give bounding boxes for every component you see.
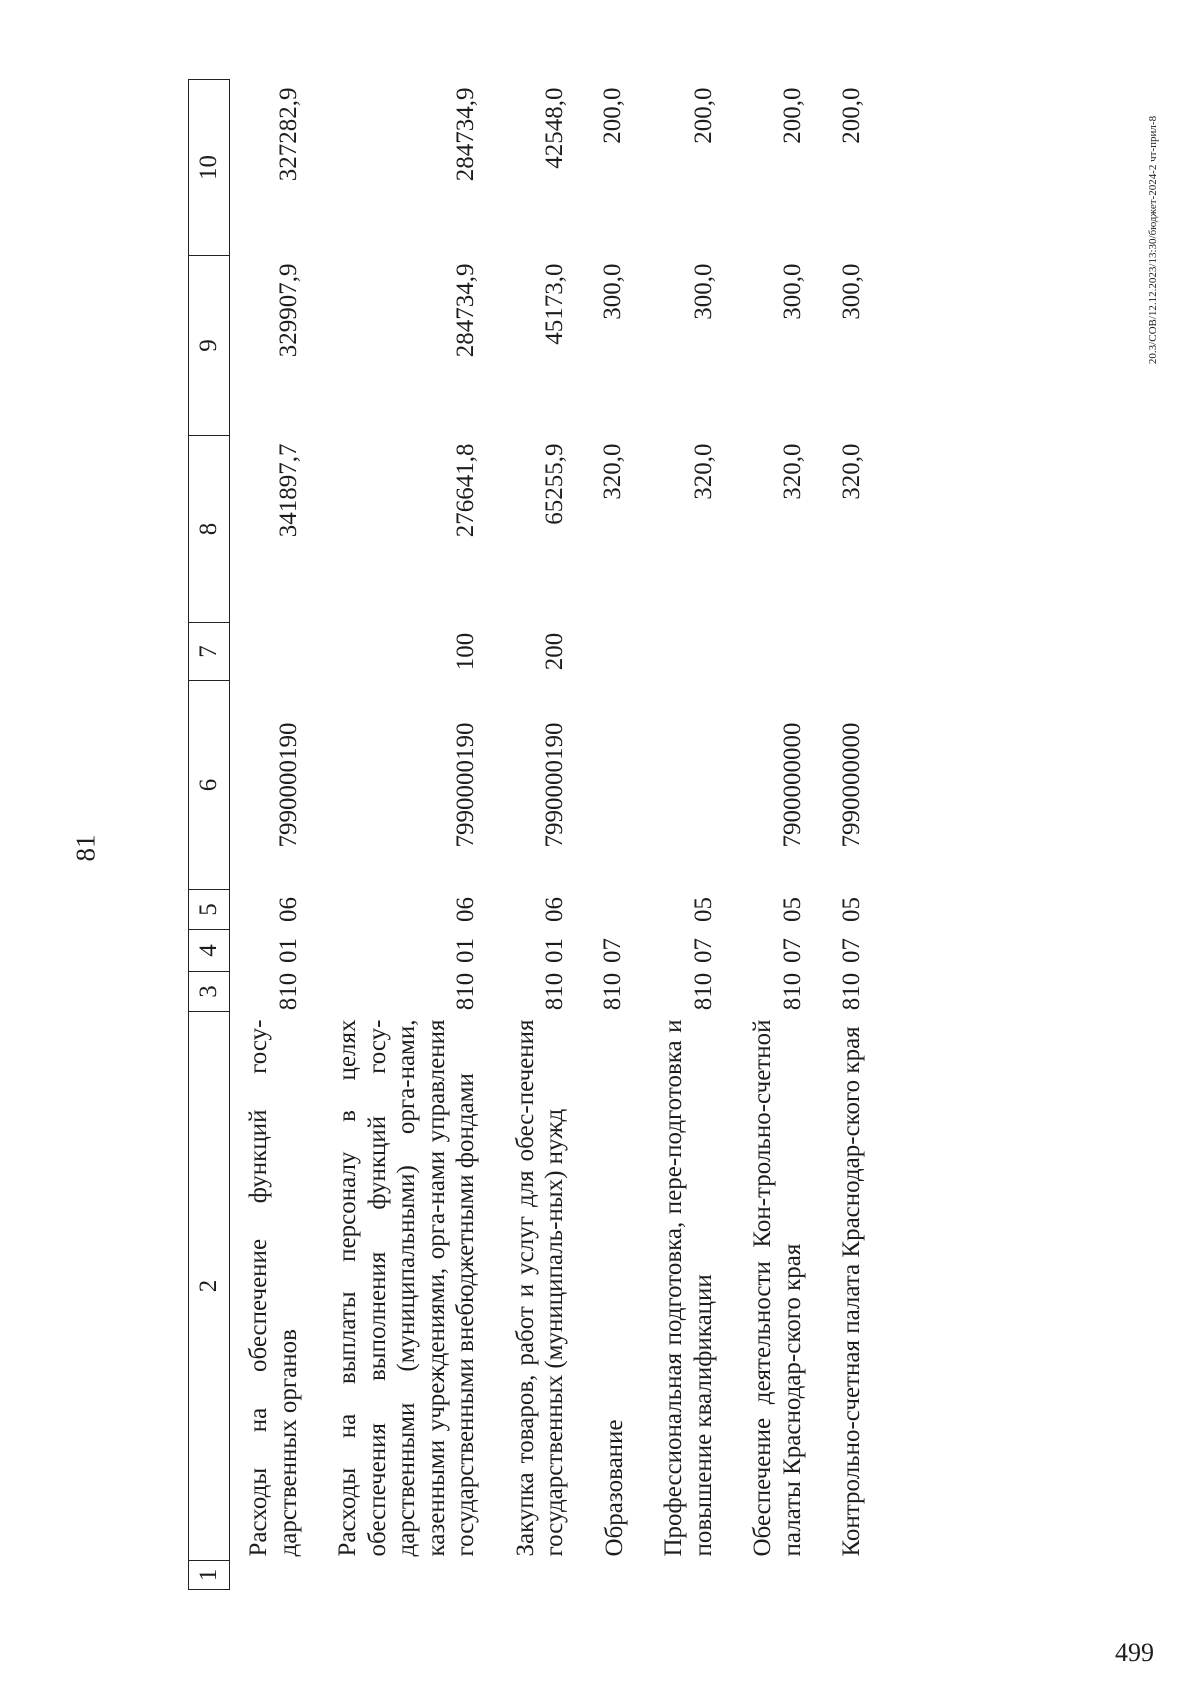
cell-amount-col10: 200,0 [598, 87, 626, 144]
header-cell: 9 [189, 256, 230, 436]
row-name: Расходы на выплаты персоналу в целях обеспечения выполнения функций госу-дарственными (муниципальными) орга-нами, казенными учреждениями, орга-нами управления государственными внебюджетными фондами [334, 1019, 479, 1557]
cell-expense-type [572, 623, 630, 681]
header-cell: 7 [189, 623, 230, 681]
cell-amount-col9: 300,0 [778, 263, 806, 320]
cell-section: 07 [598, 938, 626, 963]
cell-expense-type [629, 623, 720, 681]
cell-expense-type [230, 623, 306, 681]
cell-section: 01 [541, 938, 568, 963]
table-row [572, 80, 630, 1590]
cell-ministry: 810 [274, 972, 302, 1011]
cell-amount-col9: 300,0 [689, 263, 717, 320]
cell-target-article: 7990000000 [838, 722, 865, 848]
cell-target-article [572, 681, 630, 890]
cell-amount-col8: 320,0 [689, 443, 717, 500]
cell-ministry: 810 [689, 972, 717, 1011]
cell-section: 01 [452, 938, 479, 963]
table-row [305, 80, 483, 1590]
header-cell: 6 [189, 681, 230, 890]
cell-subsection: 06 [452, 897, 479, 922]
cell-ministry: 810 [778, 972, 806, 1011]
cell-amount-col9: 45173,0 [541, 263, 568, 345]
cell-subsection: 06 [541, 897, 568, 922]
header-cell: 4 [189, 930, 230, 972]
row-name: Обеспечение деятельности Кон-трольно-счетной палаты Краснодар-ского края [749, 1019, 806, 1557]
page-number-top: 81 [70, 834, 101, 862]
cell-amount-col8: 65255,9 [541, 443, 568, 525]
cell-amount-col9: 284734,9 [452, 263, 479, 358]
row-name: Профессиональная подготовка, пере-подготовка и повышение квалификации [660, 1019, 717, 1557]
cell-amount-col8: 320,0 [778, 443, 806, 500]
cell-ministry: 810 [598, 972, 626, 1011]
cell-ministry: 810 [541, 972, 568, 1011]
page-number-bottom: 499 [1115, 1638, 1154, 1667]
cell-amount-col9: 329907,9 [274, 263, 302, 358]
document-footer-stamp: 20.3/СОВ/12.12.2023/13:30/бюджет-2024-2 чт-прил-8 [1147, 115, 1159, 365]
cell-amount-col10: 200,0 [838, 87, 865, 144]
cell-subsection [572, 890, 630, 930]
cell-amount-col8: 276641,8 [452, 443, 479, 538]
table-header-row [189, 80, 230, 1590]
header-cell: 3 [189, 972, 230, 1012]
rotated-table-sheet [188, 80, 1068, 1590]
cell-section: 01 [274, 938, 302, 963]
cell-expense-type [809, 623, 869, 681]
cell-expense-type: 100 [452, 632, 479, 671]
cell-amount-col9: 300,0 [838, 263, 865, 320]
header-cell: 8 [189, 436, 230, 623]
cell-section: 07 [778, 938, 806, 963]
cell-amount-col10: 200,0 [689, 87, 717, 144]
row-name: Образование [600, 1419, 628, 1557]
cell-amount-col10: 42548,0 [541, 87, 568, 169]
cell-amount-col10: 284734,9 [452, 87, 479, 182]
table-row [230, 80, 306, 1590]
table-row [483, 80, 572, 1590]
cell-amount-col10: 200,0 [778, 87, 806, 144]
cell-section: 07 [838, 938, 865, 963]
cell-amount-col8: 320,0 [598, 443, 626, 500]
cell-section: 07 [689, 938, 717, 963]
cell-ministry: 810 [452, 972, 479, 1011]
cell-expense-type [720, 623, 809, 681]
budget-table [188, 79, 869, 1590]
table-row [629, 80, 720, 1590]
cell-subsection: 05 [778, 897, 806, 922]
row-name: Расходы на обеспечение функций госу-дарственных органов [245, 1019, 302, 1557]
cell-target-article: 7990000190 [541, 722, 568, 848]
cell-target-article [629, 681, 720, 890]
cell-amount-col9: 300,0 [598, 263, 626, 320]
header-cell: 2 [189, 1012, 230, 1561]
cell-amount-col10: 327282,9 [274, 87, 302, 182]
row-name: Контрольно-счетная палата Краснодар-ского края [838, 1026, 865, 1557]
cell-target-article: 7990000190 [452, 722, 479, 848]
table-row [809, 80, 869, 1590]
cell-amount-col8: 341897,7 [274, 443, 302, 538]
header-cell: 10 [189, 80, 230, 256]
cell-amount-col8: 320,0 [838, 443, 865, 500]
cell-target-article: 7990000190 [274, 722, 302, 848]
header-cell: 5 [189, 890, 230, 930]
cell-expense-type: 200 [541, 632, 568, 671]
cell-subsection: 05 [689, 897, 717, 922]
cell-subsection: 06 [274, 897, 302, 922]
cell-subsection: 05 [838, 897, 865, 922]
cell-target-article: 7900000000 [778, 722, 806, 848]
row-name: Закупка товаров, работ и услуг для обес-печения государственных (муниципаль-ных) нужд [511, 1019, 568, 1557]
header-cell: 1 [189, 1561, 230, 1590]
cell-ministry: 810 [838, 972, 865, 1011]
table-row [720, 80, 809, 1590]
